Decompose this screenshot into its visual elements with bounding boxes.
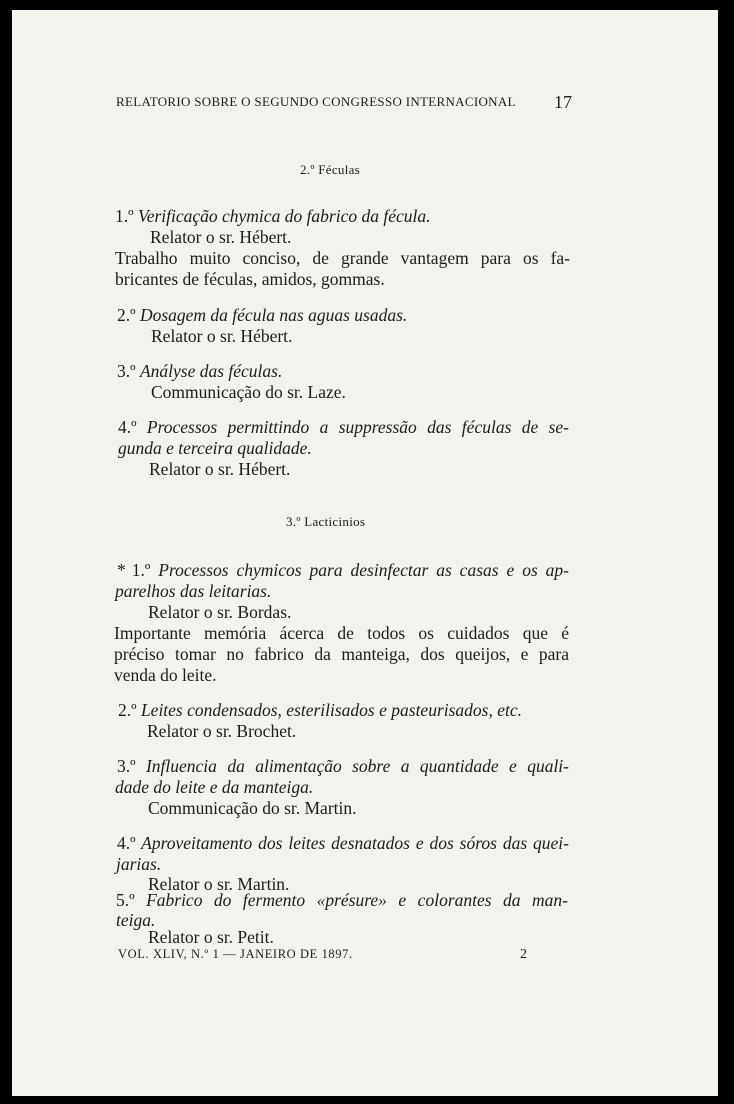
item-lacticinios-3-title-line-1: 3.º Influencia da alimentação sobre a quantidade e quali- bbox=[117, 756, 570, 776]
item-feculas-1-note-line-1: Trabalho muito conciso, de grande vantagem para os fa- bbox=[115, 248, 570, 268]
item-lacticinios-4-reporter: Relator o sr. Martin. bbox=[148, 874, 290, 894]
item-lacticinios-1-note-line-2: préciso tomar no fabrico da manteiga, dos queijos, e para bbox=[114, 644, 569, 664]
volume-footer: VOL. XLIV, N.º 1 — JANEIRO DE 1897. bbox=[118, 947, 353, 961]
section-heading-feculas: 2.º Féculas bbox=[300, 162, 361, 177]
document-page bbox=[12, 10, 718, 1096]
signature-mark: 2 bbox=[520, 947, 527, 962]
item-lacticinios-1-note-line-3: venda do leite. bbox=[114, 665, 217, 685]
item-lacticinios-3-title-line-2: dade do leite e da manteiga. bbox=[115, 777, 314, 797]
item-feculas-1-note-line-2: bricantes de féculas, amidos, gommas. bbox=[115, 269, 385, 289]
item-lacticinios-1-reporter: Relator o sr. Bordas. bbox=[148, 602, 292, 622]
item-feculas-2-title: 2.º Dosagem da fécula nas aguas usadas. bbox=[117, 305, 408, 325]
item-lacticinios-5-reporter: Relator o sr. Petit. bbox=[148, 927, 274, 947]
item-lacticinios-4-title-line-2: jarias. bbox=[116, 854, 162, 874]
item-lacticinios-1-title-line-1 bbox=[117, 560, 569, 581]
item-feculas-4-title-line-1: 4.º Processos permittindo a suppressão das féculas de se- bbox=[118, 417, 569, 437]
item-lacticinios-3-reporter: Communicação do sr. Martin. bbox=[148, 798, 357, 818]
item-feculas-1-title: 1.º Verificação chymica do fabrico da fécula. bbox=[115, 206, 431, 226]
running-title: RELATORIO SOBRE O SEGUNDO CONGRESSO INTERNACIONAL bbox=[116, 94, 516, 109]
item-feculas-4-reporter: Relator o sr. Hébert. bbox=[149, 459, 291, 479]
item-lacticinios-1-title-line-2: parelhos das leitarias. bbox=[115, 581, 272, 601]
item-lacticinios-2-title: 2.º Leites condensados, esterilisados e pasteurisados, etc. bbox=[118, 700, 523, 720]
item-feculas-1-reporter: Relator o sr. Hébert. bbox=[150, 227, 292, 247]
section-heading-lacticinios: 3.º Lacticinios bbox=[286, 514, 366, 529]
item-feculas-2-reporter: Relator o sr. Hébert. bbox=[151, 326, 293, 346]
item-lacticinios-5-title-line-1: 5.º Fabrico do fermento «présure» e colorantes da man- bbox=[116, 890, 569, 910]
item-lacticinios-5-title-line-2: teiga. bbox=[116, 910, 156, 930]
item-lacticinios-2-reporter: Relator o sr. Brochet. bbox=[147, 721, 297, 741]
item-feculas-3-reporter: Communicação do sr. Laze. bbox=[151, 382, 346, 402]
item-lacticinios-1-note-line-1: Importante memória ácerca de todos os cuidados que é bbox=[114, 623, 569, 643]
item-lacticinios-1-title-text: 1.º Processos chymicos para desinfectar as casas e os ap- bbox=[131, 560, 570, 580]
item-feculas-4-title-line-2: gunda e terceira qualidade. bbox=[118, 438, 312, 458]
asterisk-mark: * bbox=[117, 560, 126, 580]
item-feculas-3-title: 3.º Anályse das féculas. bbox=[117, 361, 283, 381]
page-number: 17 bbox=[554, 92, 572, 112]
item-lacticinios-4-title-line-1: 4.º Aproveitamento dos leites desnatados e dos sóros das quei- bbox=[117, 833, 569, 853]
